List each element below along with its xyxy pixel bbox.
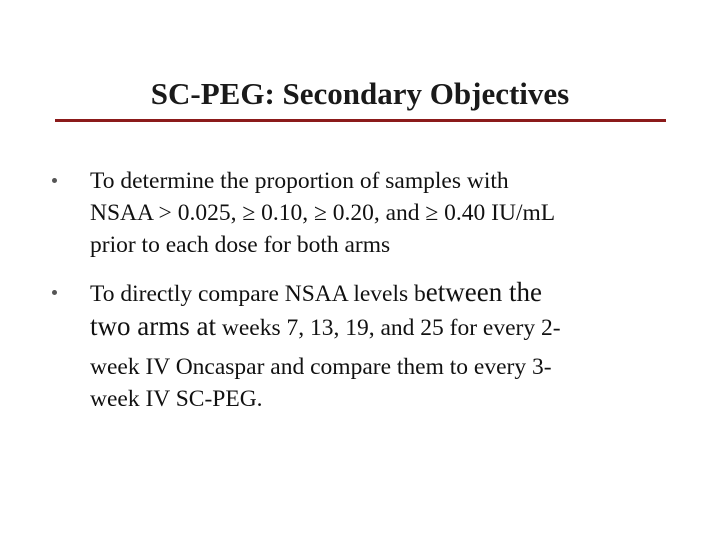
bullet-1-line-2: NSAA > 0.025, ≥ 0.10, ≥ 0.20, and ≥ 0.40 IU/mL <box>90 200 556 226</box>
bullet-2-line-1 <box>90 276 542 309</box>
bullet-2-line-1-part-b: etween the <box>425 277 542 307</box>
bullet-1-line-3: prior to each dose for both arms <box>90 232 391 258</box>
slide-title: SC-PEG: Secondary Objectives <box>150 76 570 111</box>
bullet-2-line-3: week IV Oncaspar and compare them to every 3- <box>90 354 552 380</box>
bullet-2-line-2-part-a: two arms at <box>90 311 216 341</box>
bullet-2-line-1-part-a: To directly compare NSAA levels b <box>90 281 426 307</box>
bullet-2-line-4: week IV SC-PEG. <box>90 386 263 412</box>
bullet-2-line-2 <box>90 310 561 343</box>
bullet-2-line-2-part-b: weeks 7, 13, 19, and 25 for every 2- <box>215 315 561 341</box>
bullet-marker-icon <box>52 290 57 295</box>
bullet-marker-icon <box>52 178 57 183</box>
bullet-1-line-1: To determine the proportion of samples with <box>90 168 509 194</box>
